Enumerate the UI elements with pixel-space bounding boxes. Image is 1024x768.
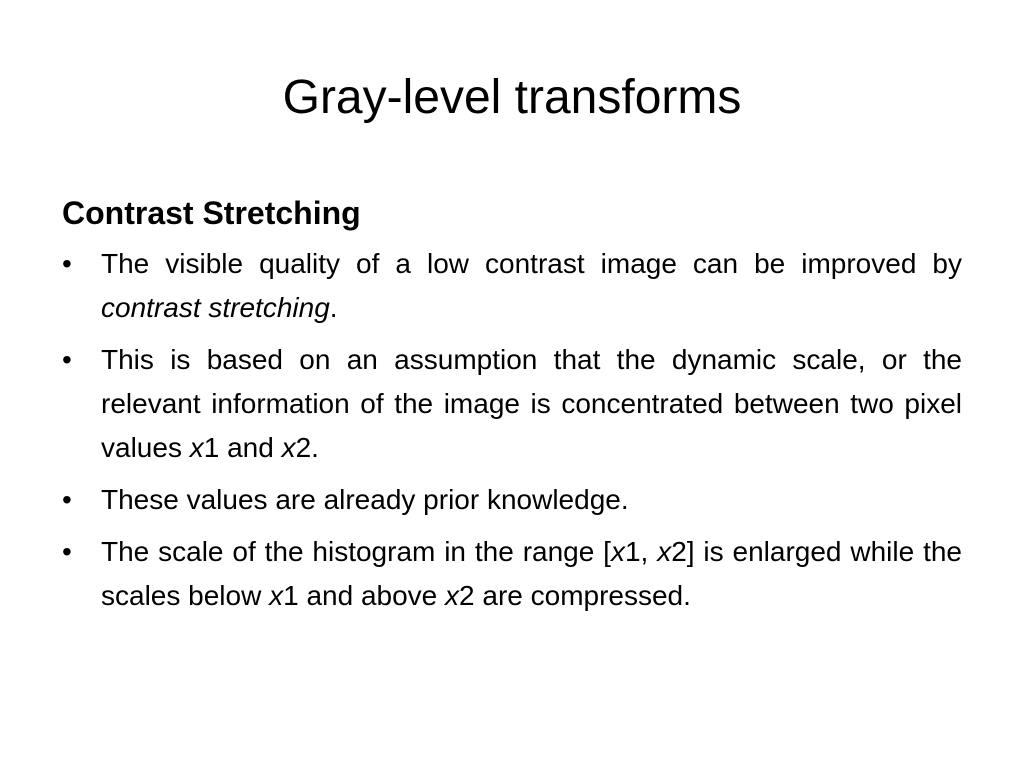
bullet-dot-icon: •	[62, 248, 72, 279]
bullet-list	[62, 242, 962, 618]
bullet-dot-icon: •	[62, 344, 72, 375]
italic-text: contrast stretching	[101, 292, 330, 323]
bullet-text: 2 are compressed.	[459, 580, 691, 611]
bullet-item	[62, 242, 962, 330]
italic-text: x	[281, 432, 296, 463]
bullet-text: 2] is enlarged while the scales below	[101, 536, 962, 611]
bullet-item	[62, 530, 962, 618]
bullet-text: 1 and above	[283, 580, 446, 611]
slide-content	[62, 190, 962, 626]
italic-text: x	[189, 432, 204, 463]
bullet-text: This is based on an assumption that the dynamic scale, or the relevant information of the image is concentrated between two pixel values	[101, 344, 962, 463]
section-heading: Contrast Stretching	[62, 195, 361, 231]
italic-text: x	[269, 580, 284, 611]
bullet-text: 2.	[295, 432, 319, 463]
bullet-item	[62, 338, 962, 470]
italic-text: x	[610, 536, 625, 567]
bullet-dot-icon: •	[62, 536, 72, 567]
bullet-text: These values are already prior knowledge.	[101, 484, 629, 515]
bullet-text: 1,	[624, 536, 658, 567]
bullet-text: .	[329, 292, 338, 323]
italic-text: x	[657, 536, 672, 567]
bullet-item	[62, 478, 962, 522]
bullet-text: The scale of the histogram in the range [	[101, 536, 611, 567]
slide-title: Gray-level transforms	[282, 71, 742, 124]
italic-text: x	[445, 580, 460, 611]
bullet-dot-icon: •	[62, 484, 72, 515]
bullet-text: The visible quality of a low contrast image can be improved by	[101, 248, 962, 279]
bullet-text: 1 and	[203, 432, 282, 463]
